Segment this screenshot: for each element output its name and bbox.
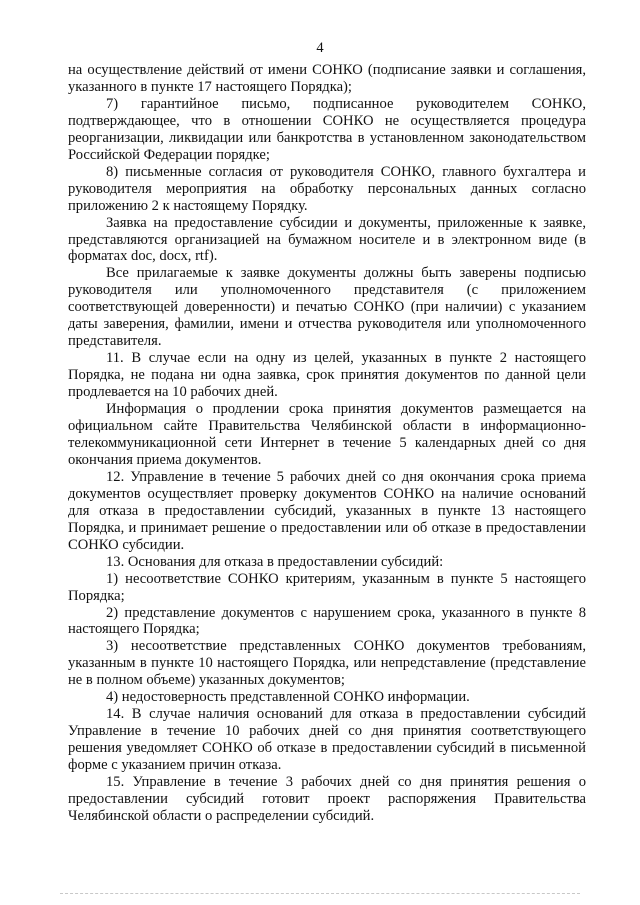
paragraph-extension-info: Информация о продлении срока принятия документов размещается на официальном сайте Правительства Челябинской области в информационно-телекоммуникационной сети Интернет в течение 5 календарных дней со дня окончания приема документов. bbox=[68, 401, 586, 468]
paragraph-item-7: 7) гарантийное письмо, подписанное руководителем СОНКО, подтверждающее, что в отношении СОНКО не осуществляется процедура реорганизации, ликвидации или банкротства в установленном законодательством Российской Федерации порядке; bbox=[68, 95, 586, 163]
paragraph-refusal-ground-4: 4) недостоверность представленной СОНКО информации. bbox=[106, 689, 470, 706]
paragraph-refusal-ground-1: 1) несоответствие СОНКО критериям, указанным в пункте 5 настоящего Порядка; bbox=[68, 570, 586, 604]
paragraph-clause-12: 12. Управление в течение 5 рабочих дней со дня окончания срока приема документов осуществляет проверку документов СОНКО на наличие оснований для отказа в предоставлении субсидий, указанных в пункте 13 настоящего Порядка, и принимает решение о предоставлении или об отказе в предоставлении СОНКО субсидии. bbox=[68, 468, 586, 553]
paragraph-refusal-ground-3: 3) несоответствие представленных СОНКО документов требованиям, указанным в пункте 10 настоящего Порядка, или непредставление (представление не в полном объеме) указанных документов; bbox=[68, 638, 586, 689]
document-body bbox=[68, 62, 586, 825]
paragraph-clause-15: 15. Управление в течение 3 рабочих дней со дня принятия решения о предоставлении субсидий готовит проект распоряжения Правительства Челябинской области о распределении субсидий. bbox=[68, 774, 586, 824]
paragraph-document-certification: Все прилагаемые к заявке документы должны быть заверены подписью руководителя или уполномоченного представителя (с приложением соответствующей доверенности) и печатью СОНКО (при наличии) с указанием даты заверения, фамилии, имени и отчества руководителя или уполномоченного представителя. bbox=[68, 265, 586, 350]
page-number: 4 bbox=[316, 40, 324, 56]
scan-edge-divider bbox=[60, 893, 580, 894]
paragraph-clause-13: 13. Основания для отказа в предоставлении субсидий: bbox=[106, 553, 444, 570]
paragraph-clause-11: 11. В случае если на одну из целей, указанных в пункте 2 настоящего Порядка, не подана ни одна заявка, срок принятия документов по данной цели продлевается на 10 рабочих дней. bbox=[68, 350, 586, 401]
paragraph-refusal-ground-2: 2) представление документов с нарушением срока, указанного в пункте 8 настоящего Порядка; bbox=[68, 604, 586, 638]
paragraph-continuation: на осуществление действий от имени СОНКО (подписание заявки и соглашения, указанного в пункте 17 настоящего Порядка); bbox=[68, 62, 586, 95]
paragraph-clause-14: 14. В случае наличия оснований для отказа в предоставлении субсидий Управление в течение 10 рабочих дней со дня принятия соответствующего решения уведомляет СОНКО об отказе в предоставлении субсидий в письменной форме с указанием причин отказа. bbox=[68, 706, 586, 774]
paragraph-application-format: Заявка на предоставление субсидии и документы, приложенные к заявке, представляются организацией на бумажном носителе и в электронном виде (в форматах doc, docx, rtf). bbox=[68, 214, 586, 265]
paragraph-item-8: 8) письменные согласия от руководителя СОНКО, главного бухгалтера и руководителя мероприятия на обработку персональных данных согласно приложению 2 к настоящему Порядку. bbox=[68, 163, 586, 214]
